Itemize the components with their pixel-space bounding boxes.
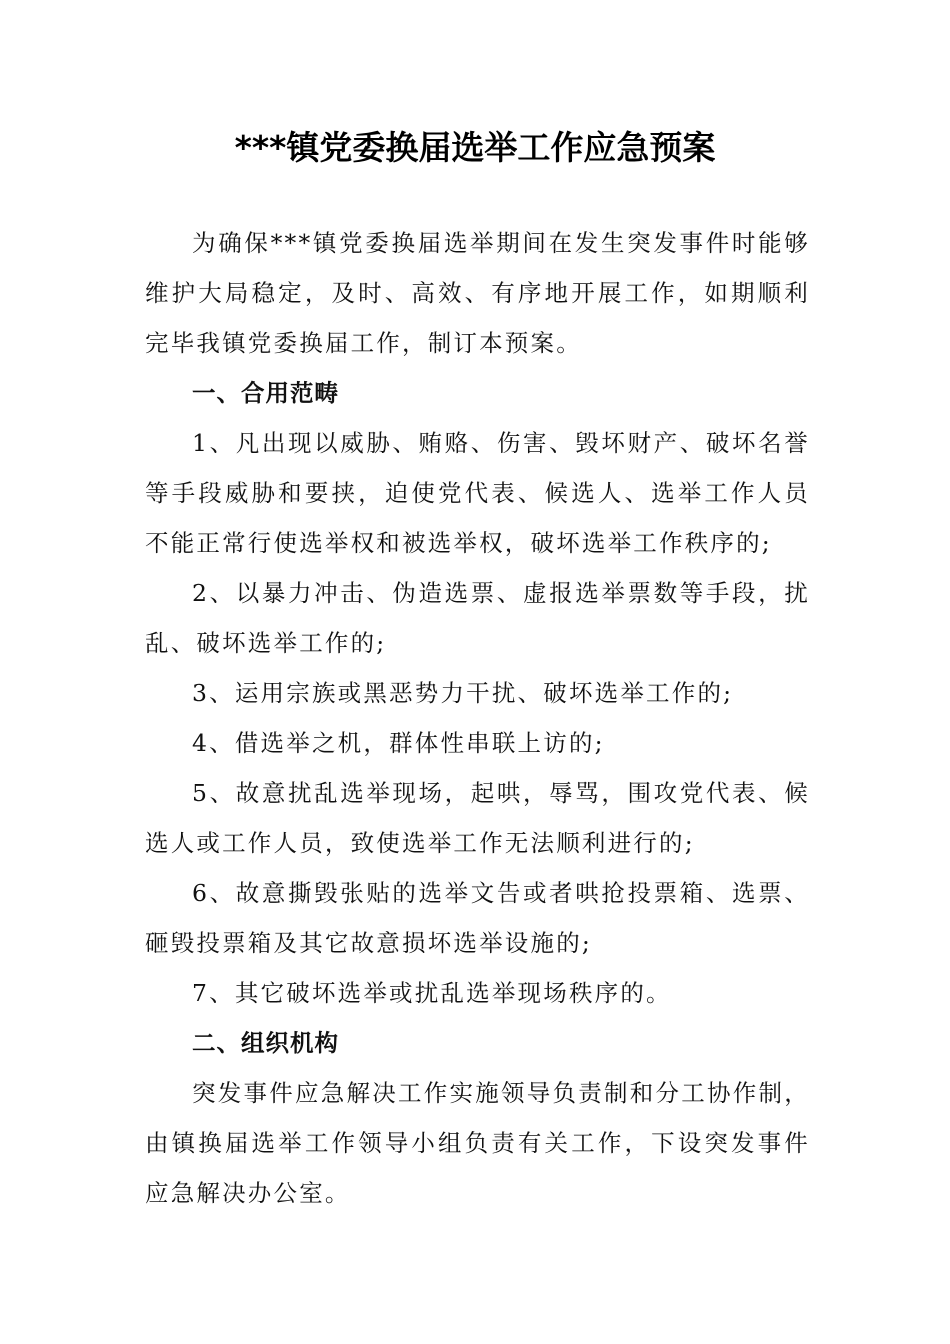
organization-paragraph: 突发事件应急解决工作实施领导负责制和分工协作制，由镇换届选举工作领导小组负责有关工作，下设突发事件应急解决办公室。 xyxy=(145,1079,810,1207)
section-heading-organization: 二、组织机构 xyxy=(192,1029,339,1057)
scope-item-3: 3、运用宗族或黑恶势力干扰、破坏选举工作的; xyxy=(192,679,734,707)
scope-item-5: 5、故意扰乱选举现场，起哄，辱骂，围攻党代表、候选人或工作人员，致使选举工作无法顺利进行的; xyxy=(145,779,810,857)
scope-item-6: 6、故意撕毁张贴的选举文告或者哄抢投票箱、选票、砸毁投票箱及其它故意损坏选举设施的; xyxy=(145,879,810,957)
scope-item-1: 1、凡出现以威胁、贿赂、伤害、毁坏财产、破坏名誉等手段威胁和要挟，迫使党代表、候选人、选举工作人员不能正常行使选举权和被选举权，破坏选举工作秩序的; xyxy=(145,429,810,557)
document-body xyxy=(145,218,810,1218)
scope-item-2: 2、以暴力冲击、伪造选票、虚报选举票数等手段，扰乱、破坏选举工作的; xyxy=(145,579,810,657)
scope-item-4: 4、借选举之机，群体性串联上访的; xyxy=(192,729,605,757)
document-title: ***镇党委换届选举工作应急预案 xyxy=(234,128,716,167)
section-heading-scope: 一、合用范畴 xyxy=(192,379,339,407)
intro-paragraph: 为确保***镇党委换届选举期间在发生突发事件时能够维护大局稳定，及时、高效、有序地开展工作，如期顺利完毕我镇党委换届工作，制订本预案。 xyxy=(145,229,810,357)
scope-item-7: 7、其它破坏选举或扰乱选举现场秩序的。 xyxy=(192,979,672,1007)
